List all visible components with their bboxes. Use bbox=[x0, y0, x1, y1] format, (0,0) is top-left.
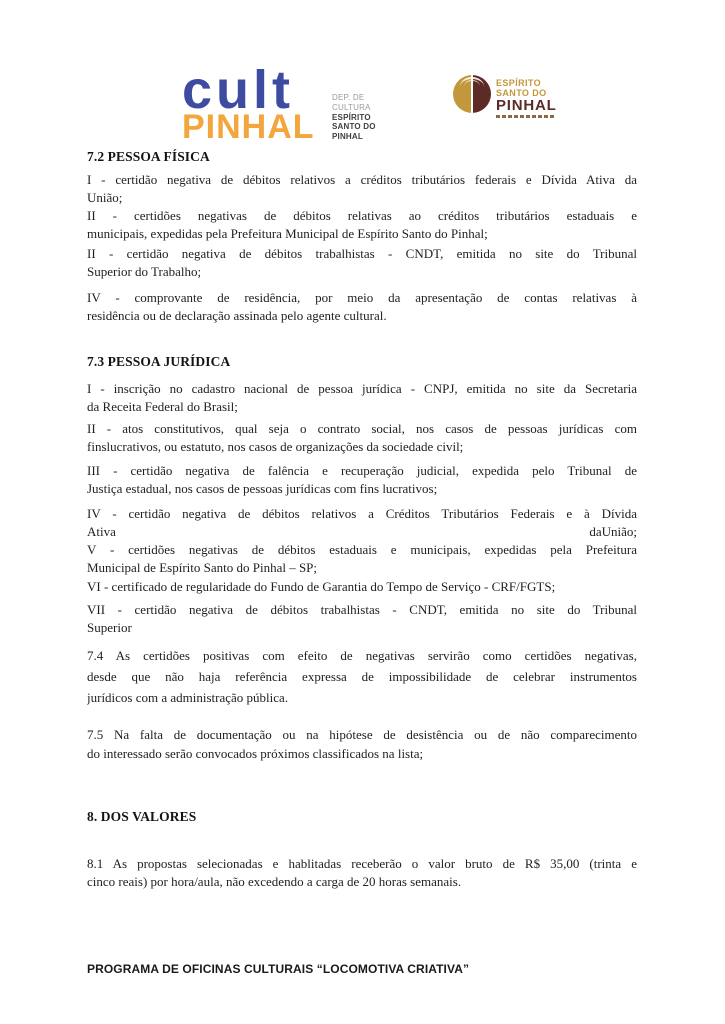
paragraph bbox=[87, 505, 637, 577]
paragraph bbox=[87, 462, 637, 498]
section-heading: 7.3 PESSOA JURÍDICA bbox=[87, 354, 231, 369]
paragraph bbox=[87, 207, 637, 243]
text-line: I - inscrição no cadastro nacional de pessoa jurídica - CNPJ, emitida no site da Secretaria bbox=[87, 381, 637, 396]
pinhal-wordmark: PINHAL bbox=[182, 108, 315, 146]
paragraph bbox=[87, 380, 637, 416]
text-line: V - certidões negativas de débitos estaduais e municipais, expedidas pela Prefeitura bbox=[87, 542, 637, 557]
text-line: I - certidão negativa de débitos relativos a créditos tributários federais e Dívida Ativa da bbox=[87, 172, 637, 187]
paragraph bbox=[87, 601, 637, 637]
text-line: do interessado serão convocados próximos classificados na lista; bbox=[87, 746, 424, 761]
dept-caption-line: SANTO DO bbox=[332, 122, 376, 132]
cult-pinhal-logo bbox=[182, 60, 315, 146]
city-logo-tagline bbox=[496, 115, 554, 118]
city-logo-text bbox=[496, 75, 557, 118]
dept-caption-line: CULTURA bbox=[332, 102, 371, 112]
text-line: Justiça estadual, nos casos de pessoas jurídicas com fins lucrativos; bbox=[87, 481, 438, 496]
section-heading: 8. DOS VALORES bbox=[87, 809, 197, 824]
text-line: finslucrativos, ou estatuto, nos casos de organizações da sociedade civil; bbox=[87, 439, 464, 454]
city-name-line: SANTO DO bbox=[496, 87, 547, 98]
dept-caption-line: DEP. DE bbox=[332, 93, 365, 102]
city-name-line: PINHAL bbox=[496, 97, 557, 114]
text-line: União; bbox=[87, 190, 123, 205]
text-line: Superior bbox=[87, 620, 132, 635]
text-line: cinco reais) por hora/aula, não excedendo a carga de 20 horas semanais. bbox=[87, 874, 462, 889]
culture-department-caption bbox=[332, 93, 376, 142]
text-line: Municipal de Espírito Santo do Pinhal – SP; bbox=[87, 560, 318, 575]
text-line: VI - certificado de regularidade do Fundo de Garantia do Tempo de Serviço - CRF/FGTS; bbox=[87, 579, 556, 594]
city-hall-logo bbox=[453, 75, 557, 118]
text-line: Superior do Trabalho; bbox=[87, 264, 202, 279]
text-line: III - certidão negativa de falência e recuperação judicial, expedida pelo Tribunal de bbox=[87, 463, 637, 478]
paragraph bbox=[87, 171, 637, 207]
text-line: IV - comprovante de residência, por meio da apresentação de contas relativas à bbox=[87, 290, 637, 305]
text-line: VII - certidão negativa de débitos trabalhistas - CNDT, emitida no site do Tribunal bbox=[87, 602, 637, 617]
text-line: municipais, expedidas pela Prefeitura Municipal de Espírito Santo do Pinhal; bbox=[87, 226, 488, 241]
text-line: 8.1 As propostas selecionadas e hablitadas receberão o valor bruto de R$ 35,00 (trinta e bbox=[87, 856, 637, 871]
section-heading: 7.2 PESSOA FÍSICA bbox=[87, 149, 210, 164]
split-line-right: daUnião; bbox=[589, 524, 637, 539]
text-line: residência ou de declaração assinada pelo agente cultural. bbox=[87, 308, 387, 323]
split-line-left: Ativa bbox=[87, 524, 116, 539]
city-seal-icon bbox=[453, 75, 491, 113]
text-line: jurídicos com a administração pública. bbox=[87, 690, 289, 705]
footer-program-title: PROGRAMA DE OFICINAS CULTURAIS “LOCOMOTIVA CRIATIVA” bbox=[87, 962, 470, 976]
dept-caption-line: ESPÍRITO bbox=[332, 112, 371, 122]
paragraph bbox=[87, 420, 637, 456]
paragraph bbox=[87, 855, 637, 891]
text-line: da Receita Federal do Brasil; bbox=[87, 399, 238, 414]
text-line: desde que não haja referência expressa de impossibilidade de celebrar instrumentos bbox=[87, 669, 637, 684]
document-body bbox=[87, 144, 637, 891]
split-justified-line bbox=[87, 523, 637, 541]
paragraph bbox=[87, 645, 637, 708]
text-line: 7.5 Na falta de documentação ou na hipótese de desistência ou de não comparecimento bbox=[87, 727, 637, 742]
paragraph bbox=[87, 289, 637, 325]
text-line: II - atos constitutivos, qual seja o contrato social, nos casos de pessoas jurídicas com bbox=[87, 421, 637, 436]
page-header bbox=[87, 60, 637, 146]
paragraph bbox=[87, 245, 637, 281]
city-name-line: ESPÍRITO bbox=[496, 78, 542, 88]
text-line: 7.4 As certidões positivas com efeito de negativas servirão como certidões negativas, bbox=[87, 648, 637, 663]
text-line: II - certidões negativas de débitos relativas ao créditos tributários estaduais e bbox=[87, 208, 637, 223]
paragraph bbox=[87, 725, 637, 763]
cult-wordmark: cult bbox=[182, 60, 295, 120]
text-line: II - certidão negativa de débitos trabalhistas - CNDT, emitida no site do Tribunal bbox=[87, 246, 637, 261]
text-line: IV - certidão negativa de débitos relativos a Créditos Tributários Federais e à Dívida bbox=[87, 506, 637, 521]
dept-caption-line: PINHAL bbox=[332, 132, 363, 142]
paragraph bbox=[87, 578, 637, 596]
